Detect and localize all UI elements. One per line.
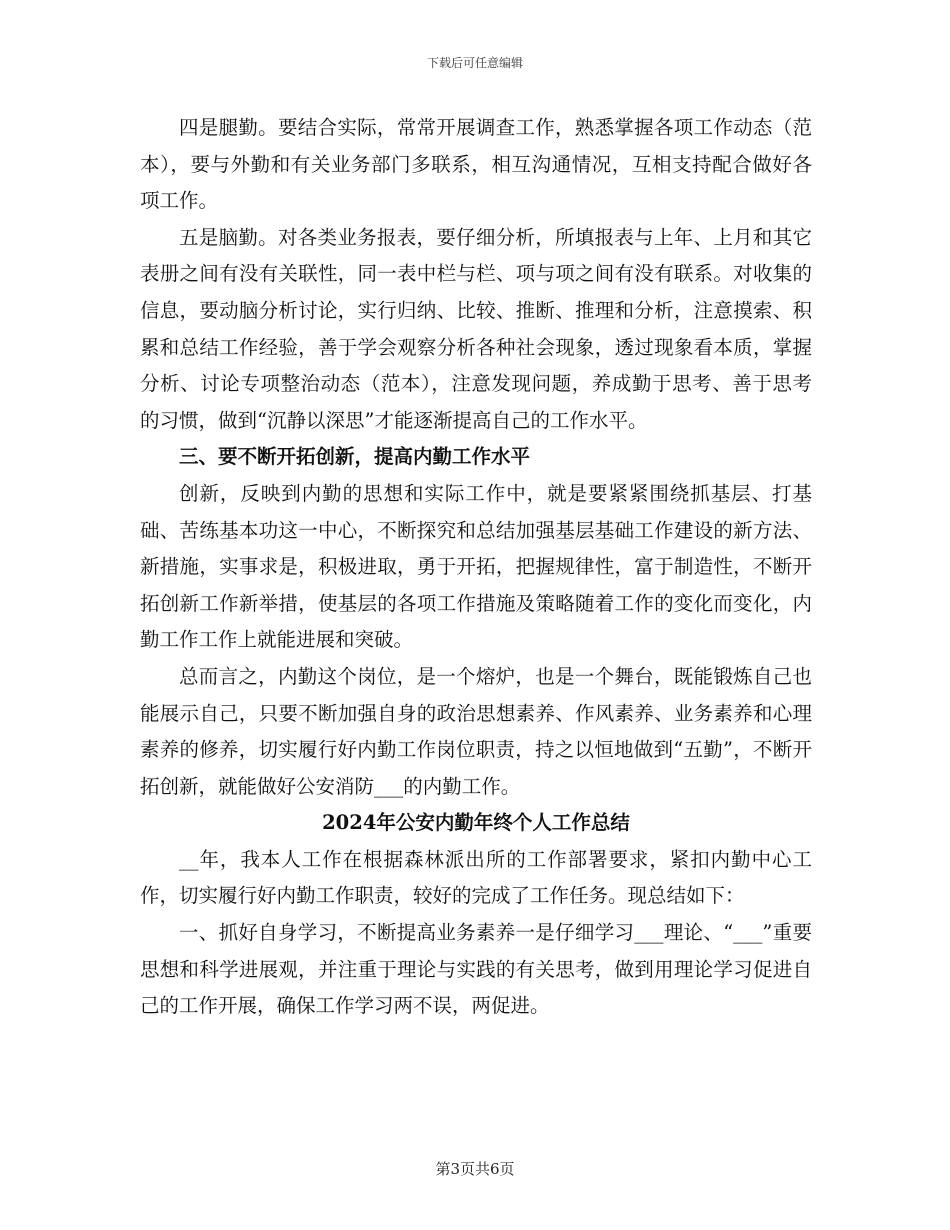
page-header: 下载后可任意编辑 <box>426 56 523 70</box>
page-footer: 第3页共6页 <box>435 1160 515 1178</box>
document-title: 2024年公安内勤年终个人工作总结 <box>322 811 630 835</box>
paragraph-study: 一、抓好自身学习，不断提高业务素养一是仔细学习___理论、“___”重要思想和科学进展观，并注重于理论与实践的有关思考，做到用理论学习促进自己的工作开展，确保工作学习两不误，两促进。 <box>140 921 812 1018</box>
paragraph-legs-diligence: 四是腿勤。要结合实际，常常开展调查工作，熟悉掌握各项工作动态（范本），要与外勤和有关业务部门多联系，相互沟通情况，互相支持配合做好各项工作。 <box>140 116 812 213</box>
paragraph-innovation: 创新，反映到内勤的思想和实际工作中，就是要紧紧围绕抓基层、打基础、苦练基本功这一中心，不断探究和总结加强基层基础工作建设的新方法、新措施，实事求是，积极进取，勇于开拓，把握规律性，富于制造性，不断开拓创新工作新举措，使基层的各项工作措施及策略随着工作的变化而变化，内勤工作工作上就能进展和突破。 <box>140 481 812 652</box>
paragraph-brain-diligence: 五是脑勤。对各类业务报表，要仔细分析，所填报表与上年、上月和其它表册之间有没有关联性，同一表中栏与栏、项与项之间有没有联系。对收集的信息，要动脑分析讨论，实行归纳、比较、推断、推理和分析，注意摸索、积累和总结工作经验，善于学会观察分析各种社会现象，透过现象看本质，掌握分析、讨论专项整治动态（范本），注意发现问题，养成勤于思考、善于思考的习惯，做到“沉静以深思”才能逐渐提高自己的工作水平。 <box>140 225 812 432</box>
paragraph-intro: __年，我本人工作在根据森林派出所的工作部署要求，紧扣内勤中心工作，切实履行好内勤工作职责，较好的完成了工作任务。现总结如下： <box>140 847 812 908</box>
section-heading-innovation: 三、要不断开拓创新，提高内勤工作水平 <box>179 445 531 469</box>
document-body <box>140 110 812 1025</box>
paragraph-conclusion: 总而言之，内勤这个岗位，是一个熔炉，也是一个舞台，既能锻炼自己也能展示自己，只要不断加强自身的政治思想素养、作风素养、业务素养和心理素养的修养，切实履行好内勤工作岗位职责，持之以恒地做到“五勤”，不断开拓创新，就能做好公安消防___的内勤工作。 <box>140 664 812 798</box>
